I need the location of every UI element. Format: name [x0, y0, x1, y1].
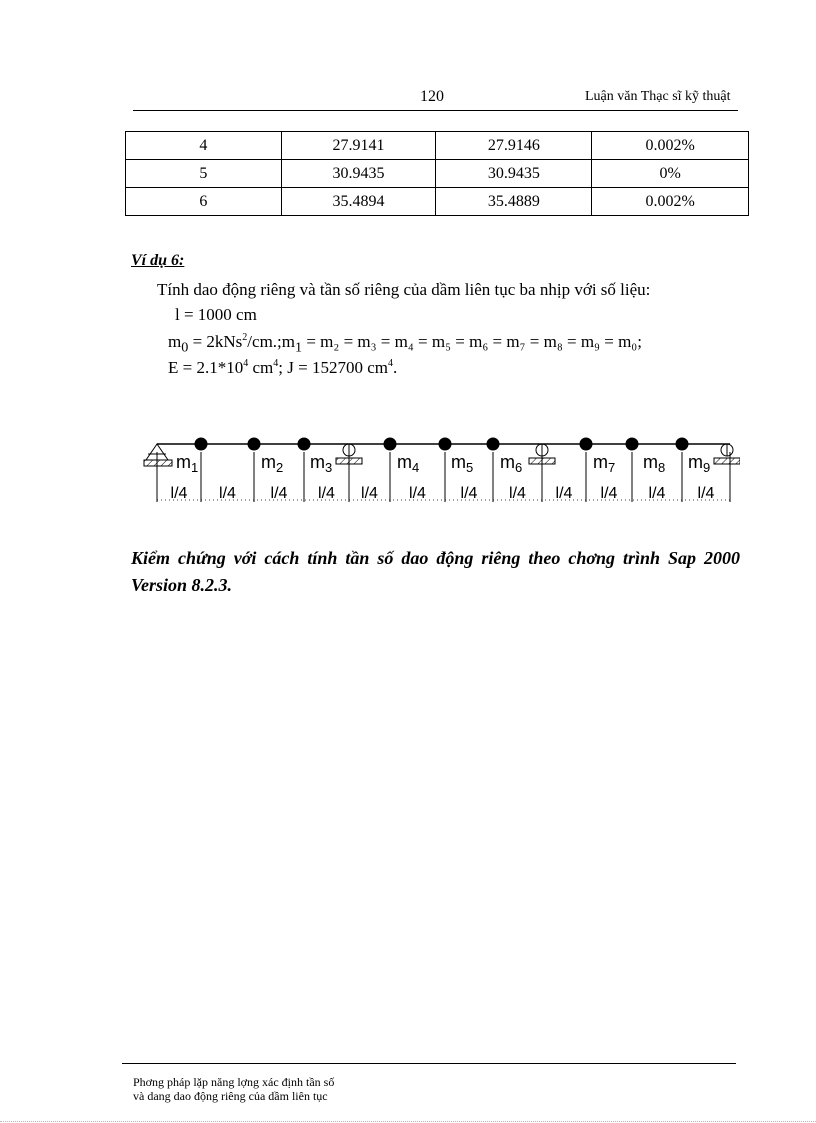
mass-dot [298, 438, 311, 451]
mass-label: $m_8$ [643, 452, 666, 475]
table-cell: 5 [126, 160, 282, 188]
table-cell: 0.002% [592, 188, 749, 216]
mass-text: m [168, 332, 182, 351]
table-row [126, 188, 749, 216]
mass-dot [487, 438, 500, 451]
mass-dot [439, 438, 452, 451]
stiffness-text: cm [248, 358, 274, 377]
mass-label: $m_6$ [500, 452, 523, 475]
example-description: Tính dao động riêng và tần số riêng của dầm liên tục ba nhịp với số liệu: [157, 280, 651, 299]
mass-dot [248, 438, 261, 451]
param-mass [168, 332, 642, 356]
table-cell: 27.9141 [281, 132, 436, 160]
mass-label: $m_3$ [310, 452, 333, 475]
table-cell: 0% [592, 160, 749, 188]
span-label: l/4 [409, 485, 426, 502]
mass-dot [195, 438, 208, 451]
span-label: l/4 [270, 485, 288, 502]
mass-dot [384, 438, 397, 451]
beam-diagram [140, 430, 740, 510]
mass-dot [580, 438, 593, 451]
mass-sub: 0 [181, 339, 189, 356]
param-length: l = 1000 cm [175, 305, 257, 324]
table-row [126, 132, 749, 160]
footer-line-2: và dang dao động riêng của dầm liên tục [133, 1089, 328, 1103]
stiffness-sup: 4 [273, 358, 279, 369]
table-cell: 35.4889 [436, 188, 592, 216]
span-label: l/4 [460, 485, 478, 502]
span-label: l/4 [361, 485, 378, 502]
table-row [126, 160, 749, 188]
mass-label: $m_9$ [688, 452, 711, 475]
footer-line-1: Phơng pháp lặp năng lợng xác định tần số [133, 1075, 335, 1089]
span-label: l/4 [219, 485, 236, 502]
span-label: l/4 [170, 485, 188, 502]
page-edge-divider [0, 1121, 816, 1122]
param-stiffness [168, 358, 397, 378]
footer-rule [122, 1063, 736, 1064]
page-number: 120 [420, 88, 444, 105]
span-label: l/4 [648, 485, 666, 502]
table-cell: 35.4894 [281, 188, 436, 216]
span-label: l/4 [318, 485, 335, 502]
table-cell: 0.002% [592, 132, 749, 160]
stiffness-sup: 4 [243, 358, 249, 369]
table-cell: 30.9435 [281, 160, 436, 188]
mass-label: $m_7$ [593, 452, 616, 475]
span-label: l/4 [555, 485, 573, 502]
example-heading: Ví dụ 6: [131, 252, 185, 269]
mass-text: = m₂ = m₃ = m₄ = m₅ = m₆ = m₇ = m₈ = m₉ = m₀; [302, 332, 642, 351]
span-label: l/4 [697, 485, 715, 502]
mass-dot [676, 438, 689, 451]
mass-label: $m_1$ [176, 452, 199, 475]
mass-label: $m_4$ [397, 452, 420, 475]
stiffness-text: E = 2.1*10 [168, 358, 244, 377]
table-cell: 4 [126, 132, 282, 160]
mass-text: = 2kNs [188, 332, 243, 351]
stiffness-sup: 4 [387, 358, 393, 369]
span-label: l/4 [509, 485, 526, 502]
roller-support-icon [714, 444, 740, 464]
mass-label: $m_5$ [451, 452, 474, 475]
header-title: Luận văn Thạc sĩ kỹ thuật [585, 89, 731, 104]
stiffness-text: . [392, 358, 398, 377]
table-cell: 27.9146 [436, 132, 592, 160]
stiffness-text: ; J = 152700 cm [278, 358, 388, 377]
verification-paragraph: Kiểm chứng với cách tính tần số dao động riêng theo chơng trình Sap 2000 Version 8.2.3. [131, 548, 740, 595]
table-cell: 6 [126, 188, 282, 216]
header-rule [133, 110, 738, 111]
mass-sup: 2 [242, 332, 248, 343]
mass-label: $m_2$ [261, 452, 284, 475]
result-table [125, 131, 749, 216]
mass-text: /cm.;m [247, 332, 295, 351]
mass-sub: 1 [295, 339, 303, 356]
table-cell: 30.9435 [436, 160, 592, 188]
pin-support-icon [144, 444, 172, 466]
mass-dot [626, 438, 639, 451]
span-label: l/4 [600, 485, 618, 502]
